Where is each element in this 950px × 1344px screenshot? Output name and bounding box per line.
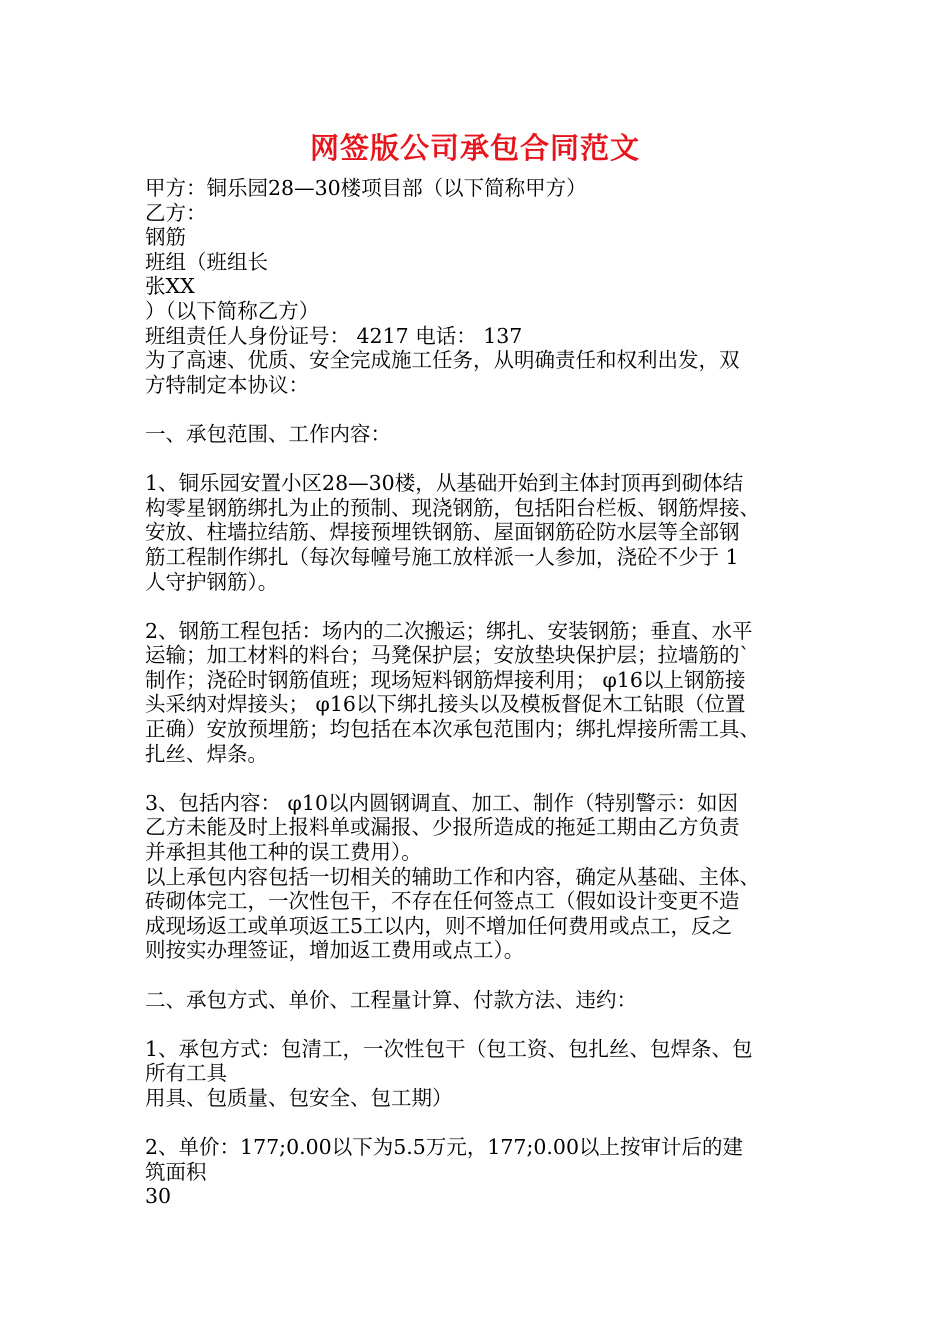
text-line: 则按实办理签证，增加返工费用或点工）。: [145, 938, 525, 963]
text-line: 成现场返工或单项返工5工以内，则不增加任何费用或点工，反之: [145, 913, 733, 938]
text-line: 正确）安放预埋筋；均包括在本次承包范围内；绑扎焊接所需工具、: [145, 717, 760, 742]
text-line: 方特制定本协议：: [145, 372, 309, 397]
text-line: 安放、柱墙拉结筋、焊接预埋铁钢筋、屋面钢筋砼防水层等全部钢: [145, 520, 740, 545]
blank-line: [145, 1111, 825, 1136]
text-line: ）（以下简称乙方）: [145, 298, 320, 323]
blank-line: [145, 766, 825, 791]
text-line: 制作；浇砼时钢筋值班；现场短料钢筋焊接利用； φ16以上钢筋接: [145, 667, 746, 692]
text-line: 班组责任人身份证号： 4217 电话： 137: [145, 323, 523, 348]
document-title: 网签版公司承包合同范文: [309, 131, 640, 165]
text-line: 30: [145, 1184, 172, 1209]
text-line: 以上承包内容包括一切相关的辅助工作和内容，确定从基础、主体、: [145, 864, 760, 889]
text-line: 所有工具: [145, 1061, 227, 1086]
blank-line: [145, 1012, 825, 1037]
blank-line: [145, 594, 825, 619]
text-line: 甲方：铜乐园28—30楼项目部（以下简称甲方）: [145, 176, 587, 200]
text-line: 为了高速、优质、安全完成施工任务，从明确责任和权利出发，双: [145, 348, 740, 373]
text-line: 班组（班组长: [145, 249, 268, 274]
text-line: 运输；加工材料的料台；马凳保护层；安放垫块保护层；拉墙筋的`: [145, 643, 750, 668]
text-line: 钢筋: [145, 225, 186, 250]
text-line: 筋工程制作绑扎（每次每幢号施工放样派一人参加，浇砼不少于 1: [145, 544, 739, 569]
text-line: 3、包括内容： φ10以内圆钢调直、加工、制作（特别警示：如因: [145, 790, 738, 815]
text-line: 张XX: [145, 274, 195, 299]
text-line: 砖砌体完工，一次性包干，不存在任何签点工（假如设计变更不造: [145, 889, 740, 914]
text-line: 人守护钢筋）。: [145, 569, 279, 594]
text-line: 构零星钢筋绑扎为止的预制、现浇钢筋，包括阳台栏板、钢筋焊接、: [145, 495, 760, 520]
text-line: 1、铜乐园安置小区28—30楼，从基础开始到主体封顶再到砌体结: [145, 471, 744, 496]
document-body: [145, 176, 825, 1209]
text-line: 筑面积: [145, 1159, 207, 1184]
blank-line: [145, 963, 825, 988]
text-line: 乙方未能及时上报料单或漏报、少报所造成的拖延工期由乙方负责: [145, 815, 740, 840]
text-line: 1、承包方式：包清工，一次性包干（包工资、包扎丝、包焊条、包: [145, 1036, 753, 1061]
text-line: 乙方：: [145, 200, 207, 225]
text-line: 一、承包范围、工作内容：: [145, 421, 391, 446]
text-line: 并承担其他工种的误工费用）。: [145, 840, 422, 865]
blank-line: [145, 397, 825, 422]
blank-line: [145, 447, 825, 472]
text-line: 2、单价：177;0.00以下为5.5万元，177;0.00以上按审计后的建: [145, 1135, 744, 1160]
text-line: 扎丝、焊条。: [145, 741, 268, 766]
text-line: 用具、包质量、包安全、包工期）: [145, 1085, 453, 1110]
text-line: 2、钢筋工程包括：场内的二次搬运；绑扎、安装钢筋；垂直、水平: [145, 618, 753, 643]
text-line: 二、承包方式、单价、工程量计算、付款方法、违约：: [145, 987, 637, 1012]
text-line: 头采纳对焊接头； φ16以下绑扎接头以及模板督促木工钻眼（位置: [145, 692, 746, 717]
